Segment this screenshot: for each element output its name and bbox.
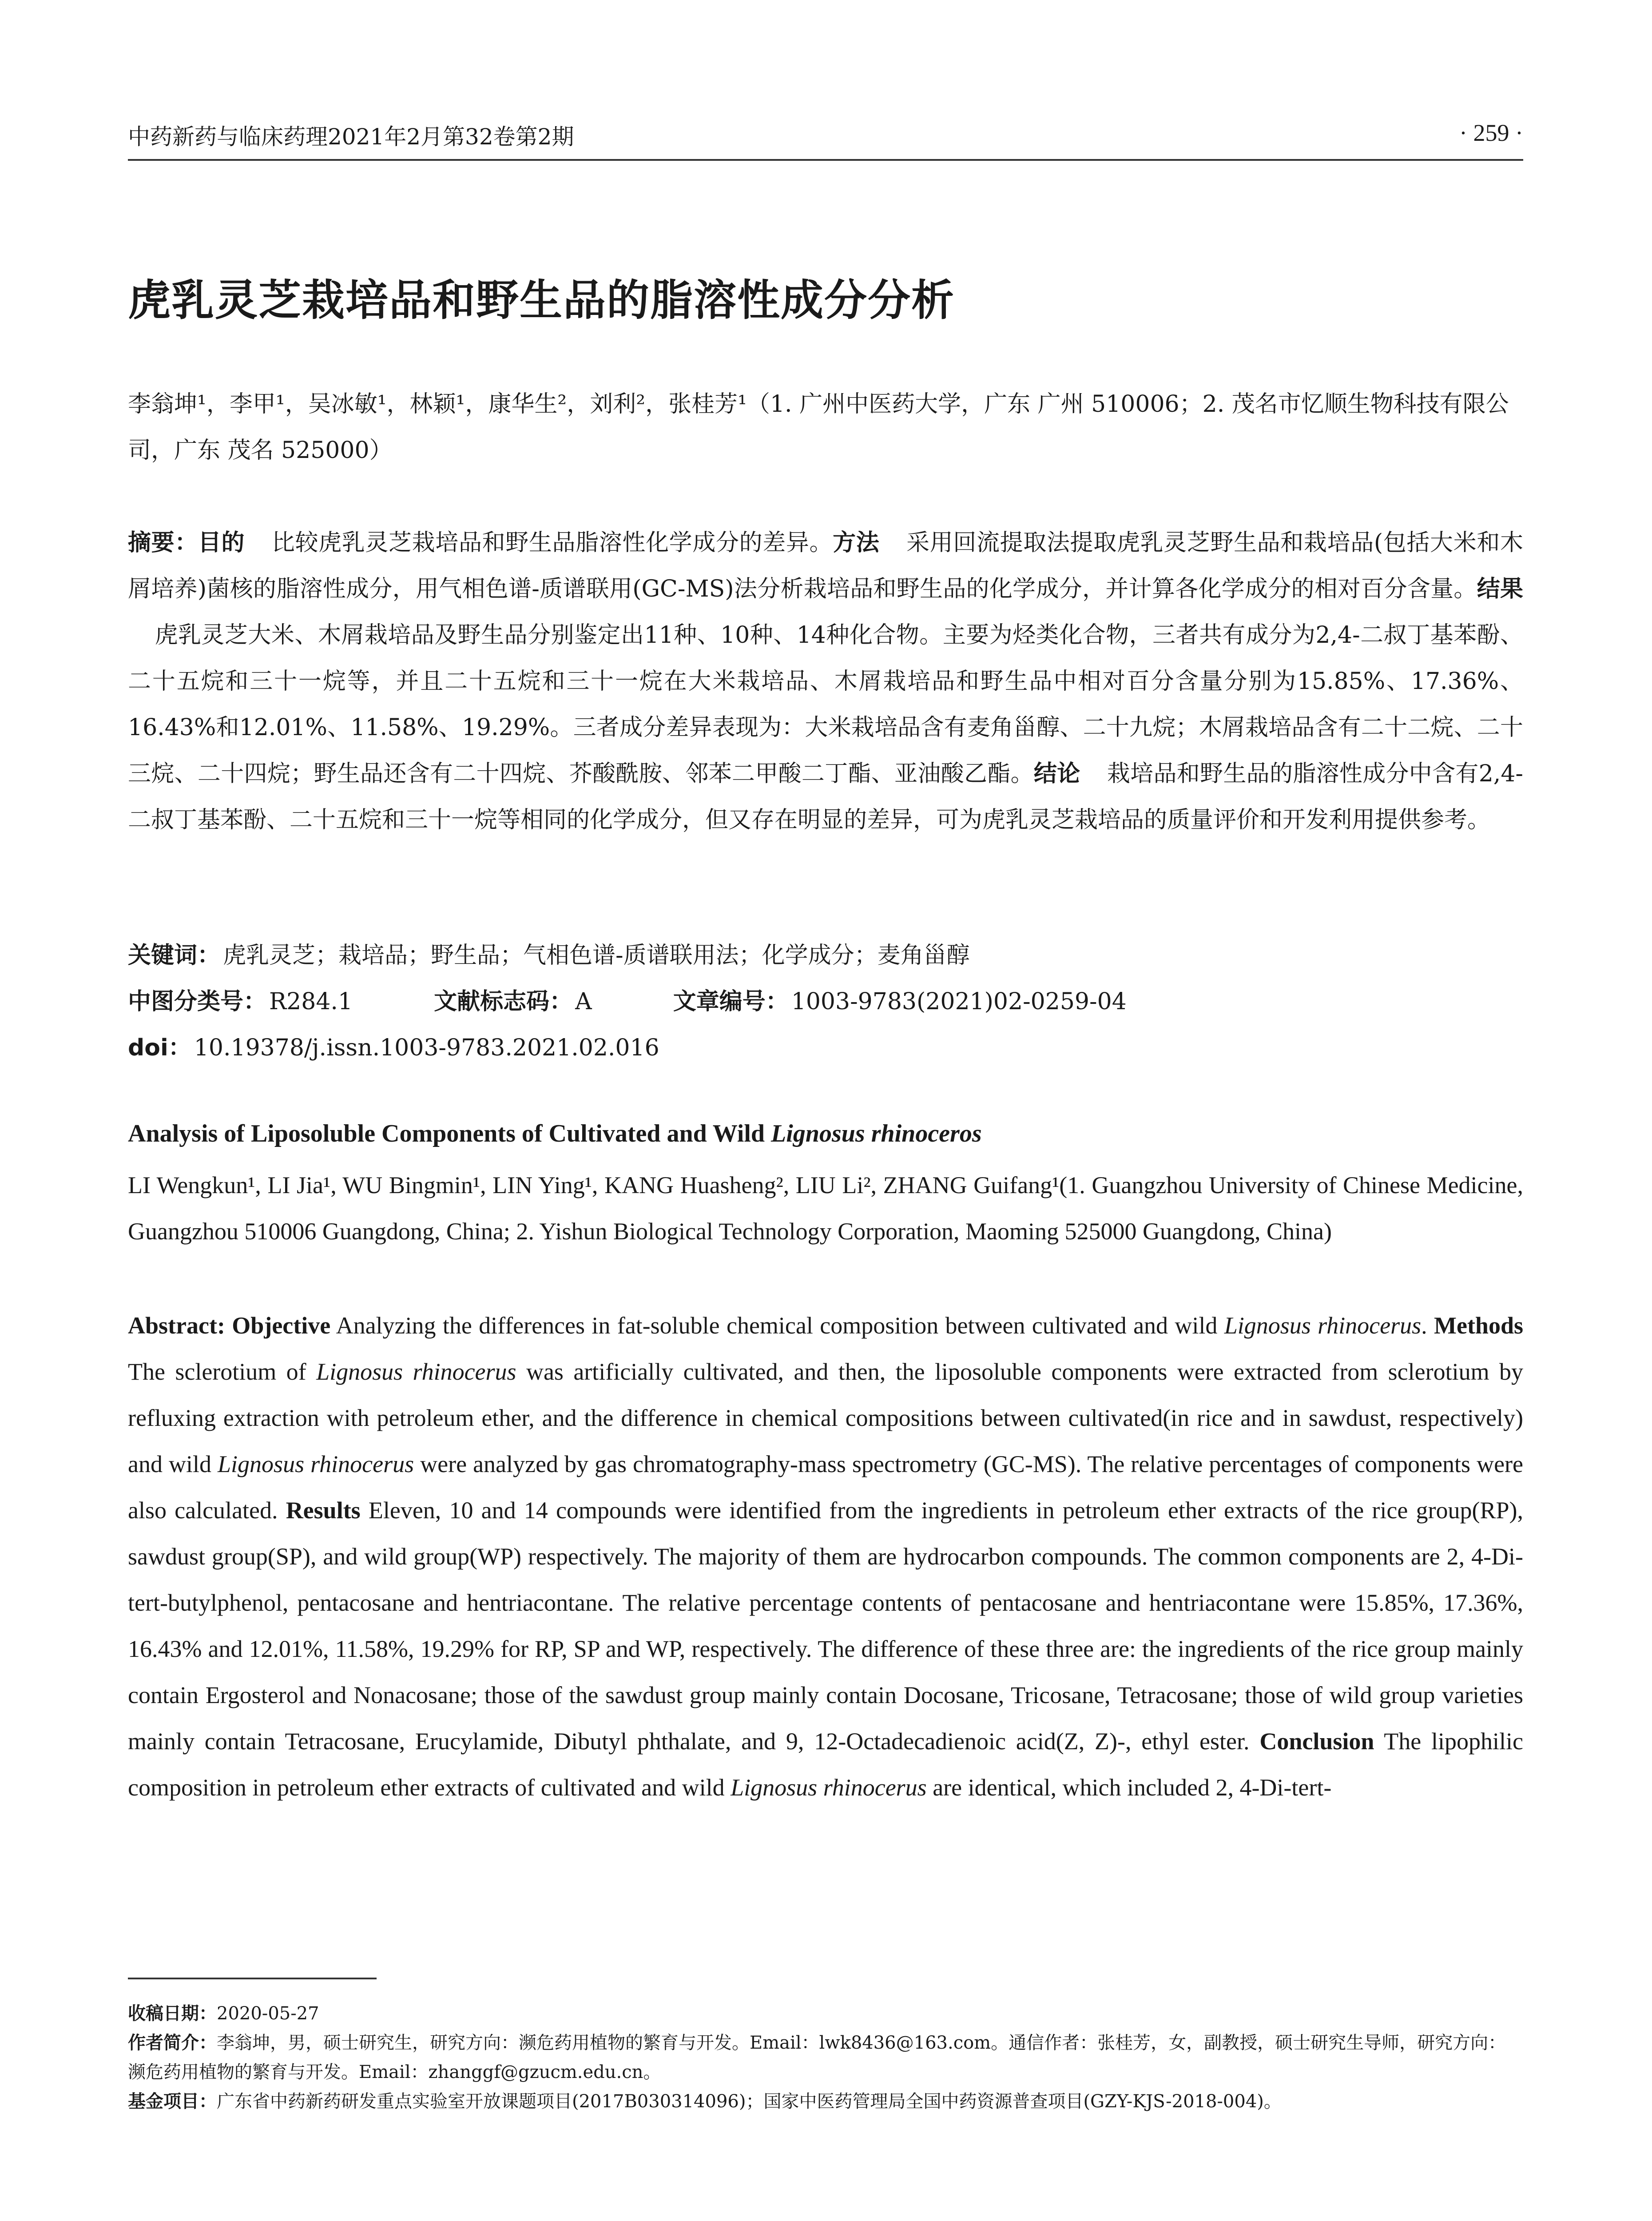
objective-en-label: Objective [232,1312,331,1339]
received-label: 收稿日期： [128,2003,217,2024]
footnote-divider [128,1978,377,1979]
title-en-species: Lignosus rhinoceros [771,1120,982,1147]
doi-line [128,1029,1523,1062]
header-divider [128,159,1523,161]
methods-en-label: Methods [1434,1312,1524,1339]
author-list-cn [128,381,1523,474]
footnote-fund [128,2087,1523,2116]
article-no-value: 1003-9783(2021)02-0259-04 [791,988,1127,1015]
page-number: · 259 · [1459,119,1523,146]
abstract-en-label: Abstract: [128,1312,225,1339]
keywords-value: 虎乳灵芝；栽培品；野生品；气相色谱-质谱联用法；化学成分；麦角甾醇 [223,942,970,969]
fund-label: 基金项目： [128,2091,217,2112]
methods-en-species: Lignosus rhinocerus [316,1358,516,1385]
methods-cn-text: 采用回流提取法提取虎乳灵芝野生品和栽培品(包括大米和木屑培养)菌核的脂溶性成分，用气相色谱-质谱联用(GC-MS)法分析栽培品和野生品的化学成分，并计算各化学成分的相对百分含量。 [128,529,1523,602]
objective-cn-text: 比较虎乳灵芝栽培品和野生品脂溶性化学成分的差异。 [271,529,833,556]
clc-label: 中图分类号： [128,988,267,1015]
clc-value: R284.1 [269,988,353,1015]
methods-en-text-2: was artificially cultivated, and then, the liposoluble components were extracted from sclerotium by refluxing extraction with petroleum ether, and the difference in chemical compositions between cultivated(in rice and in sawdust, respectively) and wild [128,1358,1523,1477]
abstract-cn-label: 摘要： [128,529,198,556]
running-header [128,119,1523,159]
objective-cn-label: 目的 [198,529,245,556]
author-list-en: LI Wengkun¹, LI Jia¹, WU Bingmin¹, LIN Ying¹, KANG Huasheng², LIU Li², ZHANG Guifang¹(1. Guangzhou University of Chinese Medicine, Guangzhou 510006 Guangdong, China; 2. Yishun Biological Technology Corporation, Maoming 525000 Guangdong, China) [128,1172,1523,1245]
title-en-text: Analysis of Liposoluble Components of Cultivated and Wild [128,1120,771,1147]
conclusion-en-text: The lipophilic composition in petroleum ether extracts of cultivated and wild [128,1728,1523,1801]
article-no-label: 文章编号： [673,988,789,1015]
results-cn-text: 虎乳灵芝大米、木屑栽培品及野生品分别鉴定出11种、10种、14种化合物。主要为烃类化合物，三者共有成分为2,4-二叔丁基苯酚、二十五烷和三十一烷等，并且二十五烷和三十一烷在大米栽培品、木屑栽培品和野生品中相对百分含量分别为15.85%、17.36%、16.43%和12.01%、11.58%、19.29%。三者成分差异表现为：大米栽培品含有麦角甾醇、二十九烷；木屑栽培品含有二十二烷、二十三烷、二十四烷；野生品还含有二十四烷、芥酸酰胺、邻苯二甲酸二丁酯、亚油酸乙酯。 [128,622,1523,787]
author-info-label: 作者简介： [128,2033,217,2053]
classification-line [128,983,1523,1016]
objective-en-species: Lignosus rhinocerus [1224,1312,1422,1339]
doc-code-value: A [575,988,592,1015]
abstract-cn [128,520,1523,843]
methods-en-text-3: were analyzed by gas chromatography-mass spectrometry (GC-MS). The relative percentages of components were also calculated. [128,1451,1523,1524]
paper-title-en [128,1119,1523,1148]
conclusion-en-species: Lignosus rhinocerus [731,1774,927,1801]
results-en-text: Eleven, 10 and 14 compounds were identified from the ingredients in petroleum ether extracts of the rice group(RP), sawdust group(SP), and wild group(WP) respectively. The majority of them are hydrocarbon compounds. The common components are 2, 4-Di-tert-butylphenol, pentacosane and hentriacontane. The relative percentage contents of pentacosane and hentriacontane were 15.85%, 17.36%, 16.43% and 12.01%, 11.58%, 19.29% for RP, SP and WP, respectively. The difference of these three are: the ingredients of the rice group mainly contain Ergosterol and Nonacosane; those of the sawdust group mainly contain Docosane, Tricosane, Tetracosane; those of wild group varieties mainly contain Tetracosane, Erucylamide, Dibutyl phthalate, and 9, 12-Octadecadienoic acid(Z, Z)-, ethyl ester. [128,1497,1523,1755]
doi-value: 10.19378/j.issn.1003-9783.2021.02.016 [194,1035,659,1061]
journal-name: 中药新药与临床药理2021年2月第32卷第2期 [128,124,574,150]
keywords-label: 关键词： [128,942,221,969]
footnotes [128,1999,1523,2116]
methods-en-species-2: Lignosus rhinocerus [218,1451,414,1477]
methods-cn-label: 方法 [833,529,880,556]
footnote-author [128,2028,1523,2087]
objective-en-end: . [1421,1312,1434,1339]
doc-code-label: 文献标志码： [434,988,573,1015]
author-affiliations-cn: （1. 广州中医药大学，广东 广州 510006；2. 茂名市忆顺生物科技有限公司，广东 茂名 525000） [128,391,1509,464]
conclusion-en-text-2: are identical, which included 2, 4-Di-tert- [926,1774,1332,1801]
doi-label: doi： [128,1035,191,1061]
fund-value: 广东省中药新药研发重点实验室开放课题项目(2017B030314096)；国家中医药管理局全国中药资源普查项目(GZY-KJS-2018-004)。 [217,2091,1282,2112]
paper-title: 虎乳灵芝栽培品和野生品的脂溶性成分分析 [128,275,955,325]
conclusion-cn-text: 栽培品和野生品的脂溶性成分中含有2,4-二叔丁基苯酚、二十五烷和三十一烷等相同的化学成分，但又存在明显的差异，可为虎乳灵芝栽培品的质量评价和开发利用提供参考。 [128,760,1523,833]
methods-en-text: The sclerotium of [128,1358,317,1385]
conclusion-en-label: Conclusion [1259,1728,1374,1755]
conclusion-cn-label: 结论 [1033,760,1080,787]
results-en-label: Results [286,1497,361,1524]
keywords-line [128,936,1523,970]
objective-en-text: Analyzing the differences in fat-soluble chemical composition between cultivated and wild [330,1312,1224,1339]
abstract-en [128,1302,1523,1811]
footnote-received [128,1999,1523,2028]
received-value: 2020-05-27 [217,2003,319,2024]
author-info-value: 李翁坤，男，硕士研究生，研究方向：濒危药用植物的繁育与开发。Email：lwk8436@163.com。通信作者：张桂芳，女，副教授，硕士研究生导师，研究方向：濒危药用植物的繁育与开发。Email：zhanggf@gzucm.edu.cn。 [128,2033,1506,2082]
results-cn-label: 结果 [1477,576,1523,602]
author-names-cn: 李翁坤¹，李甲¹，吴冰敏¹，林颖¹，康华生²，刘利²，张桂芳¹ [128,391,747,418]
